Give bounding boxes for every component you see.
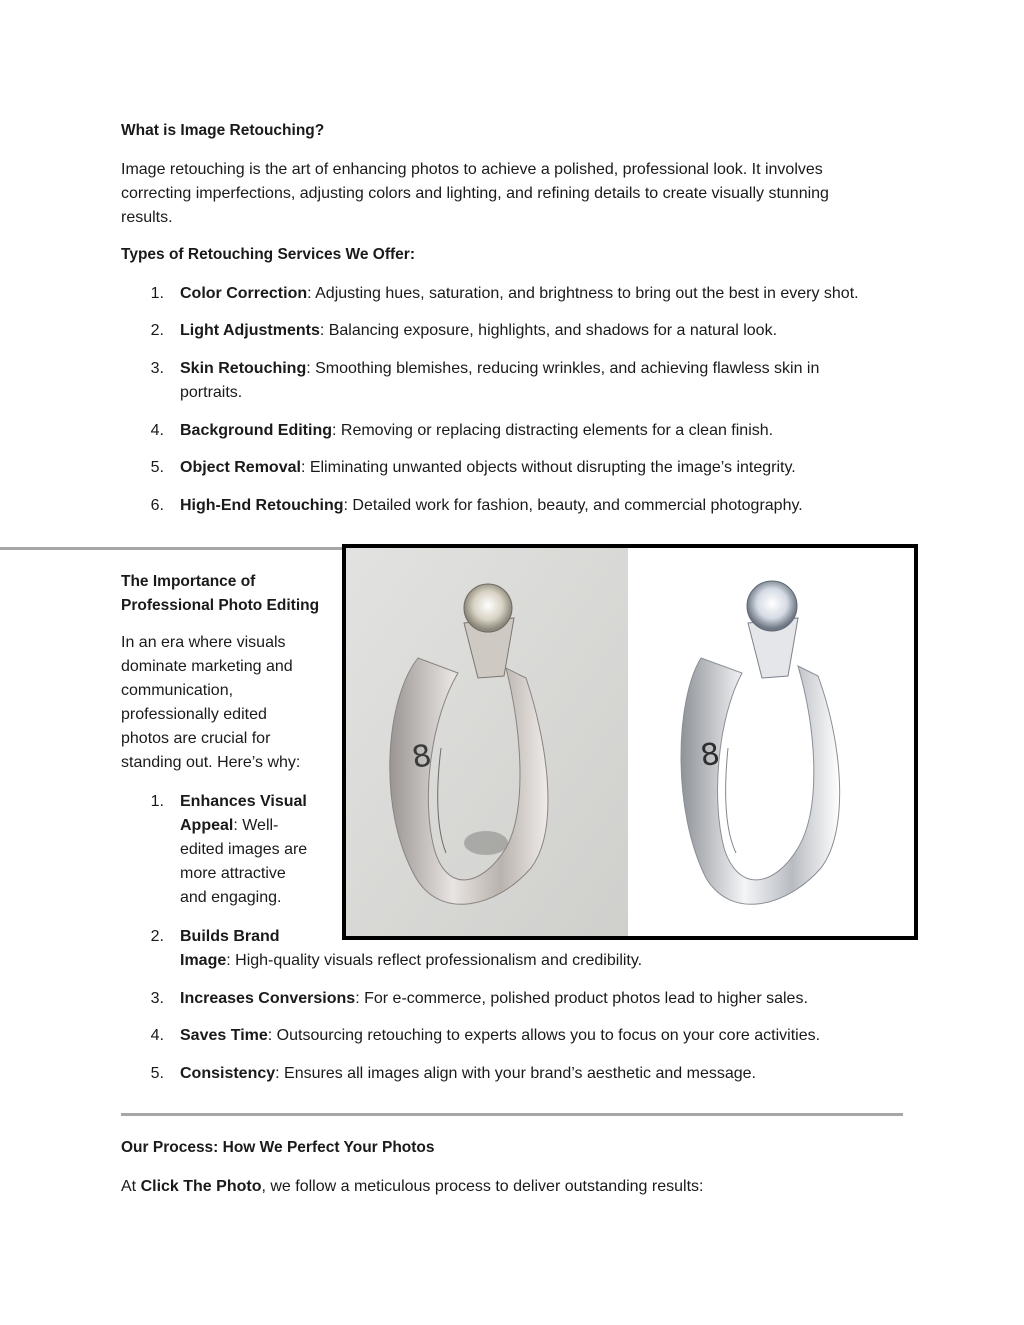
svg-text:8: 8: [698, 736, 723, 774]
list-item: [180, 282, 859, 306]
intro-line: Image retouching is the art of enhancing photos to achieve a polished, professional look. It involves: [121, 161, 823, 178]
ring-photo-icon: [346, 548, 914, 936]
paragraph-line: dominate marketing and: [121, 658, 293, 675]
process-intro-suffix: , we follow a meticulous process to deliver outstanding results:: [261, 1178, 704, 1195]
section-divider: [0, 547, 345, 550]
list-item: [180, 1024, 820, 1048]
list-desc-continued: portraits.: [180, 384, 243, 401]
process-intro: [121, 1175, 703, 1199]
list-item: [180, 925, 642, 973]
list-term: Image: [180, 952, 227, 969]
importance-paragraph: [121, 631, 300, 775]
intro-line: results.: [121, 209, 173, 226]
list-desc: : Well-: [233, 817, 279, 834]
process-intro-prefix: At: [121, 1178, 141, 1195]
list-desc: : High-quality visuals reflect professionalism and credibility.: [226, 952, 643, 969]
list-desc: : Adjusting hues, saturation, and brightness to bring out the best in every shot.: [307, 285, 859, 302]
list-item: [180, 790, 307, 910]
list-number: 5.: [150, 459, 164, 476]
paragraph-line: standing out. Here’s why:: [121, 754, 301, 771]
list-desc: more attractive: [180, 865, 286, 882]
paragraph-line: photos are crucial for: [121, 730, 271, 747]
list-desc: edited images are: [180, 841, 308, 858]
list-number: 1.: [150, 793, 164, 810]
list-term: Consistency: [180, 1065, 276, 1082]
list-desc: : Balancing exposure, highlights, and shadows for a natural look.: [319, 322, 778, 339]
list-item: [180, 419, 773, 443]
list-term: Background Editing: [180, 422, 332, 439]
list-desc: : For e-commerce, polished product photos lead to higher sales.: [355, 990, 808, 1007]
section-title-process: Our Process: How We Perfect Your Photos: [121, 1139, 435, 1156]
intro-line: correcting imperfections, adjusting colors and lighting, and refining details to create visually stunning: [121, 185, 829, 202]
list-term: Color Correction: [180, 285, 308, 302]
list-number: 2.: [150, 322, 164, 339]
brand-name: Click The Photo: [140, 1178, 262, 1195]
list-number: 2.: [150, 928, 164, 945]
list-term: Light Adjustments: [180, 322, 320, 339]
list-item: [180, 987, 808, 1011]
list-number: 4.: [150, 422, 164, 439]
list-term: Skin Retouching: [180, 360, 307, 377]
list-item: [180, 1062, 756, 1086]
list-desc: : Eliminating unwanted objects without disrupting the image’s integrity.: [300, 459, 796, 476]
list-term: Object Removal: [180, 459, 301, 476]
list-desc: : Outsourcing retouching to experts allows you to focus on your core activities.: [267, 1027, 821, 1044]
list-term: High-End Retouching: [180, 497, 344, 514]
section-title-what-is-retouching: What is Image Retouching?: [121, 122, 325, 139]
paragraph-line: In an era where visuals: [121, 634, 286, 651]
section-title-types: Types of Retouching Services We Offer:: [121, 246, 415, 263]
list-desc: and engaging.: [180, 889, 282, 906]
list-term: Enhances Visual: [180, 793, 307, 810]
list-term: Builds Brand: [180, 928, 280, 945]
intro-paragraph: [121, 158, 829, 230]
list-desc: : Smoothing blemishes, reducing wrinkles, and achieving flawless skin in: [306, 360, 820, 377]
paragraph-line: professionally edited: [121, 706, 267, 723]
ring-before-after-image: [342, 544, 918, 940]
paragraph-line: communication,: [121, 682, 234, 699]
title-line: Professional Photo Editing: [121, 597, 320, 614]
list-term: Saves Time: [180, 1027, 268, 1044]
list-item: [180, 319, 777, 343]
title-line: The Importance of: [121, 573, 256, 590]
list-item: [180, 456, 796, 480]
list-number: 3.: [150, 990, 164, 1007]
list-number: 4.: [150, 1027, 164, 1044]
list-desc: : Ensures all images align with your brand’s aesthetic and message.: [275, 1065, 756, 1082]
list-number: 1.: [150, 285, 164, 302]
list-number: 3.: [150, 360, 164, 377]
list-desc: : Detailed work for fashion, beauty, and commercial photography.: [343, 497, 803, 514]
section-divider: [121, 1113, 903, 1116]
list-term: Increases Conversions: [180, 990, 356, 1007]
list-desc: : Removing or replacing distracting elements for a clean finish.: [332, 422, 774, 439]
list-item: [180, 494, 803, 518]
list-number: 6.: [150, 497, 164, 514]
list-item: [180, 357, 819, 405]
list-number: 5.: [150, 1065, 164, 1082]
svg-text:8: 8: [409, 738, 435, 776]
section-title-importance: [121, 570, 319, 618]
list-term: Appeal: [180, 817, 234, 834]
